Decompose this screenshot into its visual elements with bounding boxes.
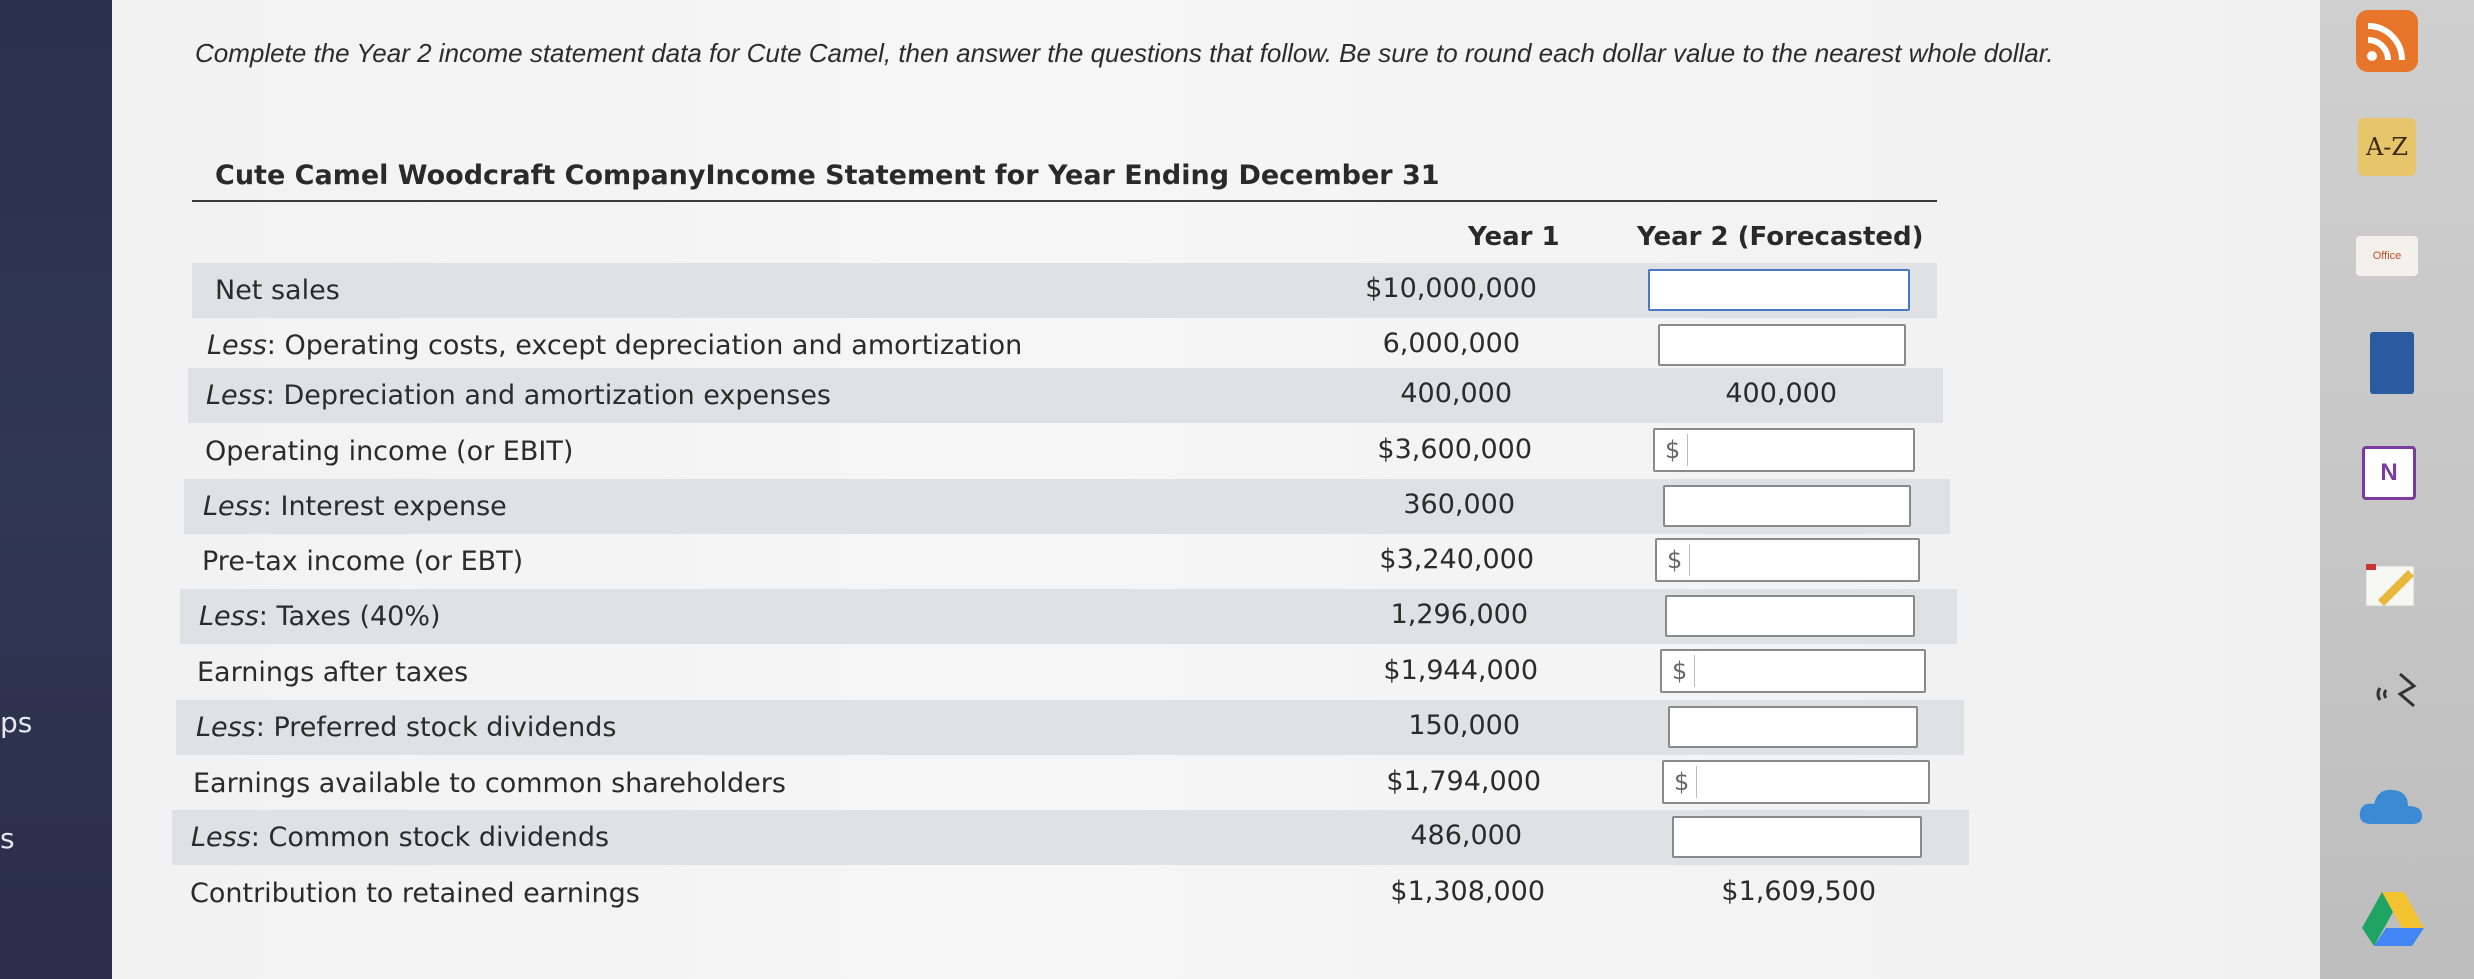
dollar-sign: $ [1672, 657, 1688, 685]
row-label [207, 330, 1022, 361]
row-label-text: : Taxes (40%) [258, 601, 441, 632]
year2-input[interactable] [1700, 653, 1918, 689]
year1-value: $1,944,000 [1383, 655, 1538, 686]
year2-input[interactable] [1668, 706, 1918, 748]
less-prefix: Less [203, 491, 263, 522]
notepad-pencil-icon[interactable] [2362, 560, 2420, 610]
year1-value: $1,308,000 [1390, 876, 1545, 907]
year1-value: $10,000,000 [1365, 273, 1537, 304]
dollar-sign: $ [1667, 546, 1683, 574]
dollar-divider [1689, 544, 1690, 576]
background-text-fragment: ps [0, 706, 33, 739]
year1-value: $1,794,000 [1386, 766, 1541, 797]
year1-value: $3,240,000 [1379, 544, 1534, 575]
year1-value: 6,000,000 [1382, 328, 1520, 359]
year2-input[interactable] [1648, 269, 1910, 311]
year1-value: 360,000 [1403, 489, 1515, 520]
onenote-icon-label: N [2380, 459, 2398, 486]
dollar-divider [1687, 434, 1688, 466]
title-divider [192, 200, 1937, 202]
year2-input[interactable] [1702, 764, 1922, 800]
year1-value: $3,600,000 [1377, 434, 1532, 465]
row-label [202, 546, 523, 577]
year1-value: 486,000 [1410, 820, 1522, 851]
year2-dollar-field[interactable] [1662, 760, 1930, 804]
column-header-year2: Year 2 (Forecasted) [1637, 222, 1924, 252]
row-label-text: Earnings available to common shareholders [193, 768, 786, 799]
year1-value: 1,296,000 [1390, 599, 1528, 630]
row-label [206, 380, 831, 411]
instructions-text: Complete the Year 2 income statement data for Cute Camel, then answer the questions that follow. Be sure to round each dollar value to the nearest whole dollar. [195, 38, 2054, 68]
row-label [215, 275, 340, 306]
row-label-text: Net sales [215, 275, 340, 306]
row-label-text: : Depreciation and amortization expenses [265, 380, 832, 411]
office-icon[interactable] [2356, 236, 2418, 276]
year1-value: 150,000 [1408, 710, 1520, 741]
background-app-panel [0, 0, 112, 979]
year2-dollar-field[interactable] [1660, 649, 1926, 693]
row-label [191, 822, 609, 853]
rss-icon[interactable] [2356, 10, 2418, 72]
less-prefix: Less [206, 380, 266, 411]
row-label-text: : Operating costs, except depreciation and amortization [266, 330, 1023, 361]
less-prefix: Less [196, 712, 256, 743]
a-z-icon[interactable] [2358, 118, 2416, 176]
row-label-text: Earnings after taxes [197, 657, 469, 688]
year2-input[interactable] [1665, 595, 1915, 637]
dollar-divider [1696, 766, 1697, 798]
background-text-fragment: s [0, 822, 15, 855]
right-icon-sidebar [2320, 0, 2474, 979]
row-label [196, 712, 616, 743]
less-prefix: Less [191, 822, 251, 853]
row-label-text: : Preferred stock dividends [255, 712, 617, 743]
less-prefix: Less [199, 601, 259, 632]
dollar-divider [1694, 655, 1695, 687]
year2-input[interactable] [1663, 485, 1911, 527]
row-label [197, 657, 468, 688]
office-icon-label: Office [2372, 250, 2402, 262]
a-z-icon-label: A-Z [2365, 133, 2409, 161]
column-header-year1: Year 1 [1468, 222, 1560, 252]
table-title: Cute Camel Woodcraft CompanyIncome Statement for Year Ending December 31 [215, 160, 1440, 191]
row-label [190, 878, 640, 909]
row-label [193, 768, 786, 799]
row-label-text: Operating income (or EBIT) [205, 436, 574, 467]
less-prefix: Less [207, 330, 267, 361]
year2-dollar-field[interactable] [1653, 428, 1915, 472]
row-label-text: : Interest expense [262, 491, 507, 522]
year2-input[interactable] [1658, 324, 1906, 366]
row-label [205, 436, 573, 467]
book-icon[interactable] [2370, 332, 2414, 394]
year2-value: 400,000 [1725, 378, 1837, 409]
onenote-icon[interactable] [2362, 446, 2416, 500]
dollar-sign: $ [1674, 768, 1690, 796]
row-label-text: : Common stock dividends [250, 822, 610, 853]
year2-input[interactable] [1672, 816, 1922, 858]
row-label [203, 491, 507, 522]
voice-icon[interactable] [2370, 664, 2424, 718]
row-label [199, 601, 441, 632]
google-drive-icon[interactable] [2360, 888, 2426, 948]
year2-input[interactable] [1695, 542, 1912, 578]
dollar-sign: $ [1665, 436, 1681, 464]
row-label-text: Pre-tax income (or EBT) [202, 546, 524, 577]
year1-value: 400,000 [1400, 378, 1512, 409]
year2-value: $1,609,500 [1721, 876, 1876, 907]
cloud-icon[interactable] [2356, 780, 2426, 830]
row-label-text: Contribution to retained earnings [190, 878, 640, 909]
year2-dollar-field[interactable] [1655, 538, 1920, 582]
year2-input[interactable] [1693, 432, 1907, 468]
